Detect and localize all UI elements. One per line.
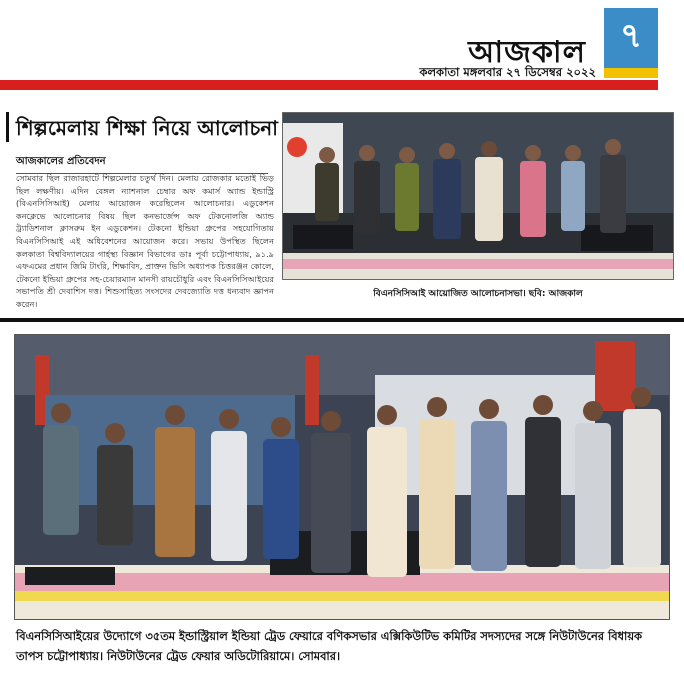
trade-fair-photo-illustration bbox=[15, 335, 670, 620]
section-divider bbox=[0, 318, 684, 322]
article-byline: আজকালের প্রতিবেদন bbox=[16, 154, 268, 174]
conclave-photo bbox=[282, 112, 674, 280]
masthead-red-band bbox=[0, 80, 604, 90]
trade-fair-caption: বিএনসিসিআইয়ের উদ্যোগে ৩৫তম ইন্ডাস্ট্রিয়াল ইন্ডিয়া ট্রেড ফেয়ারে বণিকসভার এক্সিকিউটিভ কমিটির সদস্যদের সঙ্গে নিউটাউনের বিধায়ক তাপস চট্টোপাধ্যায়। নিউটাউনের ট্রেড ফেয়ার অডিটোরিয়ামে। সোমবার। bbox=[16, 629, 643, 663]
conclave-photo-illustration bbox=[283, 113, 674, 280]
newspaper-logo: আজকাল bbox=[468, 35, 586, 70]
article-education-conclave bbox=[6, 108, 678, 308]
page-number: ৭ bbox=[604, 8, 658, 68]
masthead-yellow-band bbox=[604, 68, 658, 78]
masthead-red-band-right bbox=[604, 80, 658, 90]
trade-fair-photo bbox=[14, 334, 670, 620]
dateline: কলকাতা মঙ্গলবার ২৭ ডিসেম্বর ২০২২ bbox=[419, 65, 596, 79]
article-body: সোমবার ছিল রাজারহাটে শিল্পমেলার চতুর্থ দিন। মেলায় রোজকার মতোই ভিড় ছিল লক্ষণীয়। এদিন বেঙ্গল ন্যাশনাল চেম্বার অফ কমার্স অ্যান্ড ইন্ডাস্ট্রি (বিএনসিসিআই) মেলায় আয়োজন করেছিলেন আলোচনার। এডুকেশন কনক্লেভে আলোচনার বিষয় ছিল কনভার্জেন্স অফ টেকনোলজি অ্যান্ড ট্র্যাডিশনাল ক্লাসরুম ইন এডুকেশন। টেকনো ইন্ডিয়া গ্রুপের সহযোগিতায় বিএনসিসিআই এই অধিবেশনের আয়োজন করে। সভায় উপস্থিত ছিলেন কলকাতা বিশ্ববিদ্যালয়ের গার্হস্থ্য বিজ্ঞান বিভাগের ডাঃ পূর্বা চট্টোপাধ্যায়, ৯১.৯ এফএমের প্রধান জিমি টাংরি, শিক্ষাবিদ, প্রাক্তন ভিসি অধ্যাপক চিত্তরঞ্জন কোলে, টেকনো ইন্ডিয়া গ্রুপের সহ-চেয়ারম্যান মানসী রায়চৌধুরি এবং বিএনসিসিআইয়ের সভাপতি শ্রী দেবাশিস দত্ত। শিশুসাহিত্য সংসদের দেবজ্যোতি দত্ত ধন্যবাদ জ্ঞাপন করেন। bbox=[16, 173, 274, 309]
headline-rule bbox=[6, 112, 9, 142]
conclave-photo-caption: বিএনসিসিআই আয়োজিত আলোচনাসভা। ছবি: আজকাল bbox=[373, 289, 583, 299]
article-headline: শিল্পমেলায় শিক্ষা নিয়ে আলোচনা bbox=[16, 116, 278, 140]
masthead bbox=[0, 0, 684, 88]
